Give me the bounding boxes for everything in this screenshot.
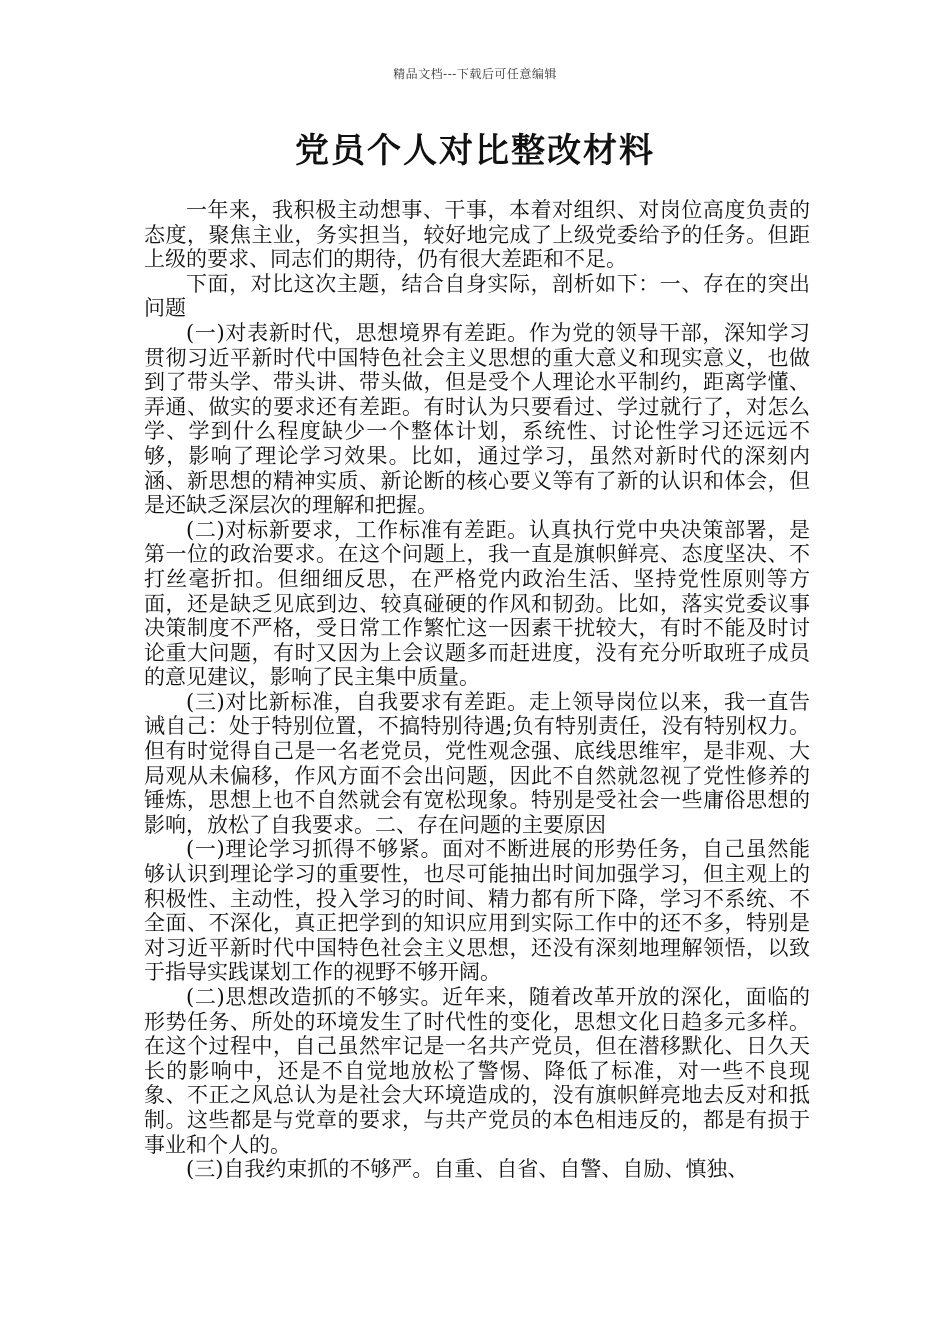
header-note: 精品文档---下载后可任意编辑 bbox=[393, 67, 557, 81]
paragraph-analysis-lead: 下面，对比这次主题，结合自身实际，剖析如下：一、存在的突出问题 bbox=[144, 271, 810, 321]
paragraph-intro: 一年来，我积极主动想事、干事，本着对组织、对岗位高度负责的态度，聚焦主业，务实担当，较好地完成了上级党委给予的任务。但距上级的要求、同志们的期待，仍有很大差距和不足。 bbox=[144, 198, 810, 272]
paragraph-cause-2: (二)思想改造抓的不够实。近年来，随着改革开放的深化，面临的形势任务、所处的环境发生了时代性的变化，思想文化日趋多元多样。在这个过程中，自己虽然牢记是一名共产党员，但在潜移默化、日久天长的影响中，还是不自觉地放松了警惕、降低了标准，对一些不良现象、不正之风总认为是社会大环境造成的，没有旗帜鲜亮地去反对和抵制。这些都是与党章的要求，与共产党员的本色相违反的，都是有损于事业和个人的。 bbox=[144, 985, 810, 1157]
paragraph-cause-3: (三)自我约束抓的不够严。自重、自省、自警、自励、慎独、 bbox=[186, 1157, 749, 1182]
paragraph-problem-2: (二)对标新要求，工作标准有差距。认真执行党中央决策部署，是第一位的政治要求。在这个问题上，我一直是旗帜鲜亮、态度坚决、不打丝毫折扣。但细细反思，在严格党内政治生活、坚持党性原则等方面，还是缺乏见底到边、较真碰硬的作风和韧劲。比如，落实党委议事决策制度不严格，受日常工作繁忙这一因素干扰较大，有时不能及时讨论重大问题，有时又因为上会议题多而赶进度，没有充分听取班子成员的意见建议，影响了民主集中质量。 bbox=[144, 517, 810, 690]
paragraph-cause-1: (一)理论学习抓得不够紧。面对不断进展的形势任务，自己虽然能够认识到理论学习的重要性，也尽可能抽出时间加强学习，但主观上的积极性、主动性，投入学习的时间、精力都有所下降，学习不系统、不全面、不深化，真正把学到的知识应用到实际工作中的还不多，特别是对习近平新时代中国特色社会主义思想，还没有深刻地理解领悟，以致于指导实践谋划工作的视野不够开阔。 bbox=[144, 837, 810, 985]
document-title: 党员个人对比整改材料 bbox=[295, 131, 655, 171]
document-body bbox=[144, 198, 810, 1182]
paragraph-problem-3: (三)对比新标准，自我要求有差距。走上领导岗位以来，我一直告诫自己：处于特别位置，不搞特别待遇;负有特别责任，没有特别权力。但有时觉得自己是一名老党员，党性观念强、底线思维牢，是非观、大局观从未偏移，作风方面不会出问题，因此不自然就忽视了党性修养的锤炼，思想上也不自然就会有宽松现象。特别是受社会一些庸俗思想的影响，放松了自我要求。二、存在问题的主要原因 bbox=[144, 689, 810, 837]
paragraph-problem-1: (一)对表新时代，思想境界有差距。作为党的领导干部，深知学习贯彻习近平新时代中国特色社会主义思想的重大意义和现实意义，也做到了带头学、带头讲、带头做，但是受个人理论水平制约，距离学懂、弄通、做实的要求还有差距。有时认为只要看过、学过就行了，对怎么学、学到什么程度缺少一个整体计划，系统性、讨论性学习还远远不够，影响了理论学习效果。比如，通过学习，虽然对新时代的深刻内涵、新思想的精神实质、新论断的核心要义等有了新的认识和体会，但是还缺乏深层次的理解和把握。 bbox=[144, 320, 810, 518]
